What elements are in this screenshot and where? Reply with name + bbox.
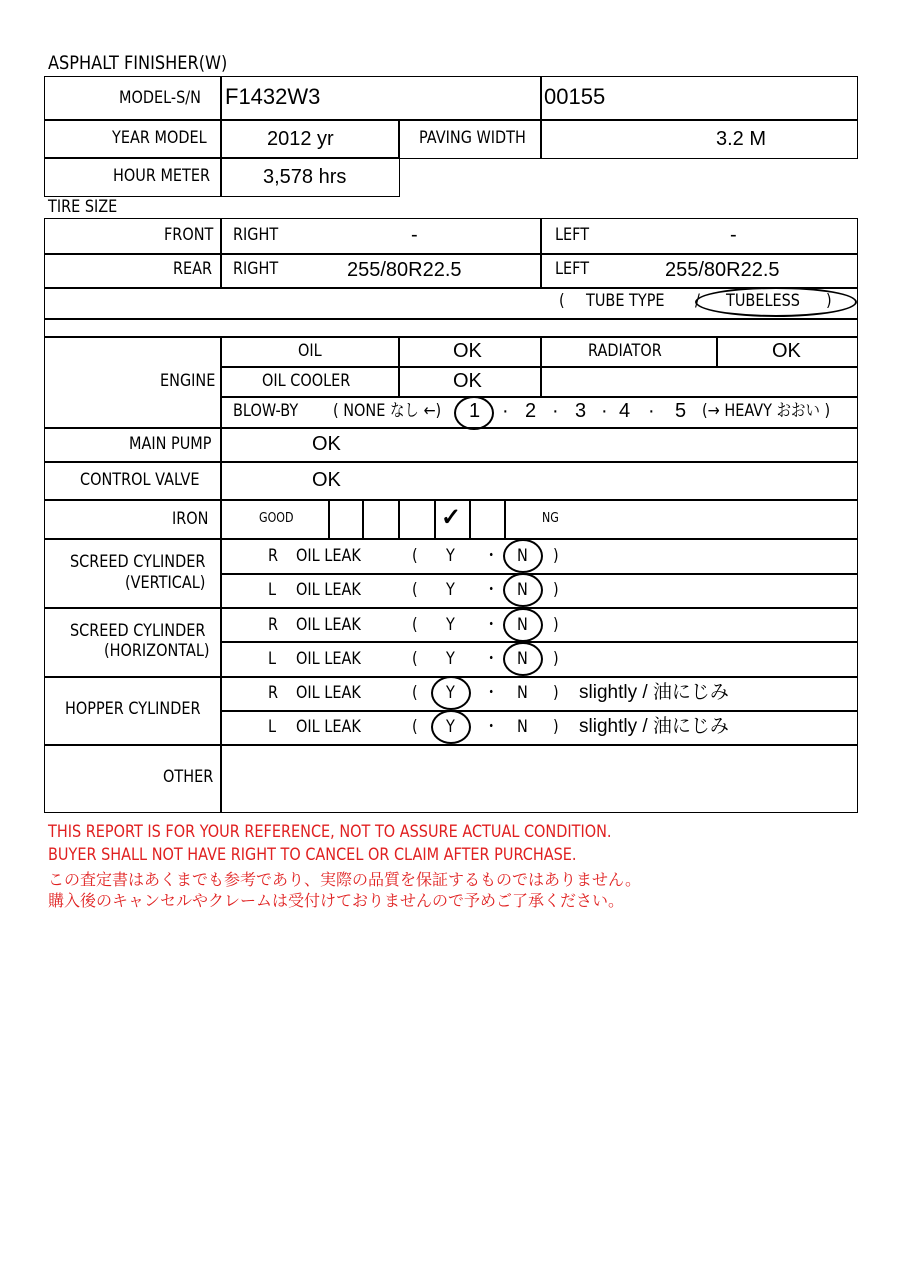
radiator-value: OK bbox=[772, 340, 801, 362]
screed-v-r-y: Y bbox=[446, 546, 455, 566]
hopper-r-close: ) bbox=[553, 683, 559, 703]
front-left-label: LEFT bbox=[555, 225, 590, 245]
screed-v-l-side: L bbox=[268, 580, 277, 600]
paving-value: 3.2 M bbox=[716, 128, 767, 150]
hopper-l-open: ( bbox=[412, 717, 418, 737]
tire-size-label: TIRE SIZE bbox=[48, 197, 118, 217]
hopper-r-open: ( bbox=[412, 683, 418, 703]
screed-h-l-side: L bbox=[268, 649, 277, 669]
hopper-label: HOPPER CYLINDER bbox=[65, 699, 201, 719]
year-value: 2012 yr bbox=[267, 128, 334, 150]
tubeless-label: TUBELESS bbox=[726, 291, 800, 311]
screed-h-r-side: R bbox=[268, 615, 279, 635]
screed-h-l-selected-circle bbox=[503, 642, 543, 676]
screed-h-r-dot: ・ bbox=[484, 615, 499, 635]
other-cell bbox=[220, 744, 858, 813]
hopper-l-side: L bbox=[268, 717, 277, 737]
iron-label: IRON bbox=[172, 509, 209, 529]
screed-h-r-y: Y bbox=[446, 615, 455, 635]
front-label: FRONT bbox=[164, 225, 214, 245]
screed-v-r-label: OIL LEAK bbox=[296, 546, 361, 566]
blowby-label: BLOW-BY bbox=[233, 401, 299, 421]
iron-scale-1 bbox=[328, 499, 364, 540]
tube-open: ( bbox=[559, 291, 565, 311]
paving-label: PAVING WIDTH bbox=[419, 128, 526, 148]
oil-cooler-label: OIL COOLER bbox=[262, 371, 351, 391]
tube-close: ) bbox=[826, 291, 832, 311]
blowby-1: 1 bbox=[469, 400, 481, 422]
hopper-r-side: R bbox=[268, 683, 279, 703]
iron-scale-2 bbox=[362, 499, 400, 540]
control-valve-label: CONTROL VALVE bbox=[80, 470, 200, 490]
screed-v-label-2: (VERTICAL) bbox=[125, 573, 206, 593]
screed-h-l-dot: ・ bbox=[484, 649, 499, 669]
screed-v-l-y: Y bbox=[446, 580, 455, 600]
hopper-r-dot: ・ bbox=[484, 683, 499, 703]
blowby-selected-circle bbox=[454, 396, 494, 430]
blowby-4: 4 bbox=[619, 400, 631, 422]
engine-label: ENGINE bbox=[160, 371, 216, 391]
blowby-5: 5 bbox=[675, 400, 687, 422]
hopper-l-dot: ・ bbox=[484, 717, 499, 737]
hopper-r-y: Y bbox=[446, 683, 455, 703]
radiator-label: RADIATOR bbox=[588, 341, 662, 361]
disclaimer-line-1: THIS REPORT IS FOR YOUR REFERENCE, NOT TO ASSURE ACTUAL CONDITION. bbox=[48, 822, 612, 842]
rear-right-label: RIGHT bbox=[233, 259, 279, 279]
hopper-l-n: N bbox=[517, 717, 528, 737]
screed-v-l-label: OIL LEAK bbox=[296, 580, 361, 600]
empty-cell bbox=[540, 366, 858, 398]
rear-right-value: 255/80R22.5 bbox=[347, 259, 462, 281]
year-label: YEAR MODEL bbox=[112, 128, 207, 148]
screed-h-r-selected-circle bbox=[503, 608, 543, 642]
hopper-r-label: OIL LEAK bbox=[296, 683, 361, 703]
front-right-label: RIGHT bbox=[233, 225, 279, 245]
screed-h-l-open: ( bbox=[412, 649, 418, 669]
rear-label: REAR bbox=[173, 259, 213, 279]
tubeless-selected-circle bbox=[695, 287, 857, 317]
model-value: F1432W3 bbox=[225, 84, 321, 109]
screed-h-l-label: OIL LEAK bbox=[296, 649, 361, 669]
screed-v-l-dot: ・ bbox=[484, 580, 499, 600]
screed-h-l-y: Y bbox=[446, 649, 455, 669]
front-right-value: - bbox=[411, 224, 418, 246]
iron-scale-5 bbox=[469, 499, 506, 540]
blowby-3: 3 bbox=[575, 400, 587, 422]
paving-cell bbox=[540, 119, 858, 159]
screed-h-l-close: ) bbox=[553, 649, 559, 669]
hopper-r-selected-circle bbox=[431, 676, 471, 710]
screed-h-r-label: OIL LEAK bbox=[296, 615, 361, 635]
other-label: OTHER bbox=[163, 767, 214, 787]
hopper-l-label: OIL LEAK bbox=[296, 717, 361, 737]
oil-cooler-value: OK bbox=[453, 370, 482, 392]
hopper-l-close: ) bbox=[553, 717, 559, 737]
iron-good: GOOD bbox=[259, 511, 294, 526]
screed-h-l-n: N bbox=[517, 649, 528, 669]
tube-separator: / bbox=[695, 291, 700, 311]
main-pump-label: MAIN PUMP bbox=[129, 434, 212, 454]
main-pump-value: OK bbox=[312, 433, 341, 455]
disclaimer-line-3: この査定書はあくまでも参考であり、実際の品質を保証するものではありません。 bbox=[48, 870, 641, 889]
screed-v-r-side: R bbox=[268, 546, 279, 566]
screed-v-label-1: SCREED CYLINDER bbox=[70, 552, 206, 572]
model-label: MODEL-S/N bbox=[119, 88, 201, 108]
screed-v-r-selected-circle bbox=[503, 539, 543, 573]
screed-v-l-close: ) bbox=[553, 580, 559, 600]
blowby-heavy: (→ HEAVY おおい ) bbox=[702, 401, 831, 421]
screed-v-l-open: ( bbox=[412, 580, 418, 600]
iron-check-mark: ✓ bbox=[441, 504, 462, 531]
blowby-2: 2 bbox=[525, 400, 537, 422]
hopper-r-note: slightly / 油にじみ bbox=[579, 682, 729, 703]
screed-v-r-close: ) bbox=[553, 546, 559, 566]
disclaimer-line-2: BUYER SHALL NOT HAVE RIGHT TO CANCEL OR CLAIM AFTER PURCHASE. bbox=[48, 845, 577, 865]
oil-label: OIL bbox=[298, 341, 322, 361]
hopper-l-y: Y bbox=[446, 717, 455, 737]
hour-label: HOUR METER bbox=[113, 166, 211, 186]
oil-value: OK bbox=[453, 340, 482, 362]
control-valve-value: OK bbox=[312, 469, 341, 491]
disclaimer-line-4: 購入後のキャンセルやクレームは受付けておりませんので予めご了承ください。 bbox=[48, 891, 625, 910]
hopper-l-note: slightly / 油にじみ bbox=[579, 716, 729, 737]
inspection-report: ASPHALT FINISHER(W) MODEL-S/N F1432W3 00155 YEAR MODEL 2012 yr PAVING WIDTH 3.2 M HOUR METER 3,578 hrs TIRE SIZE FRONT RIGHT - LEFT - REAR RIGHT 255/80R22.5 LEFT 255/80R22.5 ( TUBE TYPE / TUBELESS ) ENGINE OIL OK RADIATOR OK OIL COOLER OK BLOW-BY ( NONE なし ←) 1 · 2 · 3 · 4 · 5 (→ HEAVY おおい ) MAIN PUMP OK CONTROL VALVE OK IRON GOOD NG ✓ SCREED CYLINDER (VERTICAL) SCREED CYLINDER (HORIZONTAL) HOPPER CYLINDER R OIL LEAK ( Y ・ N ) L OIL LEAK ( Y ・ N ) R OIL LEAK ( Y ・ N ) L OIL LEAK ( Y ・ N ) R OIL LEAK ( Y ・ N ) slightly / 油にじみ L OIL LEAK ( Y ・ N ) slightly / 油にじみ OTHER THIS REPORT IS FOR YOUR REFERENCE, NOT TO ASSURE ACTUAL CONDITION. BUYER SHALL NOT HAVE RIGHT TO CANCEL OR CLAIM AFTER PURCHASE. この査定書はあくまでも参考であり、実際の品質を保証するものではありません。 購入後のキャンセルやクレームは受付けておりませんので予めご了承ください。 bbox=[0, 0, 905, 1280]
serial-value: 00155 bbox=[544, 84, 606, 109]
screed-h-r-close: ) bbox=[553, 615, 559, 635]
hopper-l-selected-circle bbox=[431, 710, 471, 744]
screed-v-l-selected-circle bbox=[503, 573, 543, 607]
report-title: ASPHALT FINISHER(W) bbox=[48, 52, 228, 74]
hour-value: 3,578 hrs bbox=[263, 166, 347, 188]
tube-type-label: TUBE TYPE bbox=[586, 291, 665, 311]
hopper-r-n: N bbox=[517, 683, 528, 703]
front-left-value: - bbox=[730, 224, 737, 246]
screed-v-l-n: N bbox=[517, 580, 528, 600]
screed-h-r-n: N bbox=[517, 615, 528, 635]
screed-h-label-2: (HORIZONTAL) bbox=[104, 641, 210, 661]
iron-ng: NG bbox=[542, 511, 559, 526]
iron-scale-3 bbox=[398, 499, 436, 540]
rear-left-value: 255/80R22.5 bbox=[665, 259, 780, 281]
spacer-row bbox=[44, 318, 858, 338]
screed-v-r-n: N bbox=[517, 546, 528, 566]
screed-h-label-1: SCREED CYLINDER bbox=[70, 621, 206, 641]
screed-v-r-open: ( bbox=[412, 546, 418, 566]
rear-left-label: LEFT bbox=[555, 259, 590, 279]
screed-v-r-dot: ・ bbox=[484, 546, 499, 566]
screed-h-r-open: ( bbox=[412, 615, 418, 635]
blowby-none: ( NONE なし ←) bbox=[333, 401, 442, 421]
